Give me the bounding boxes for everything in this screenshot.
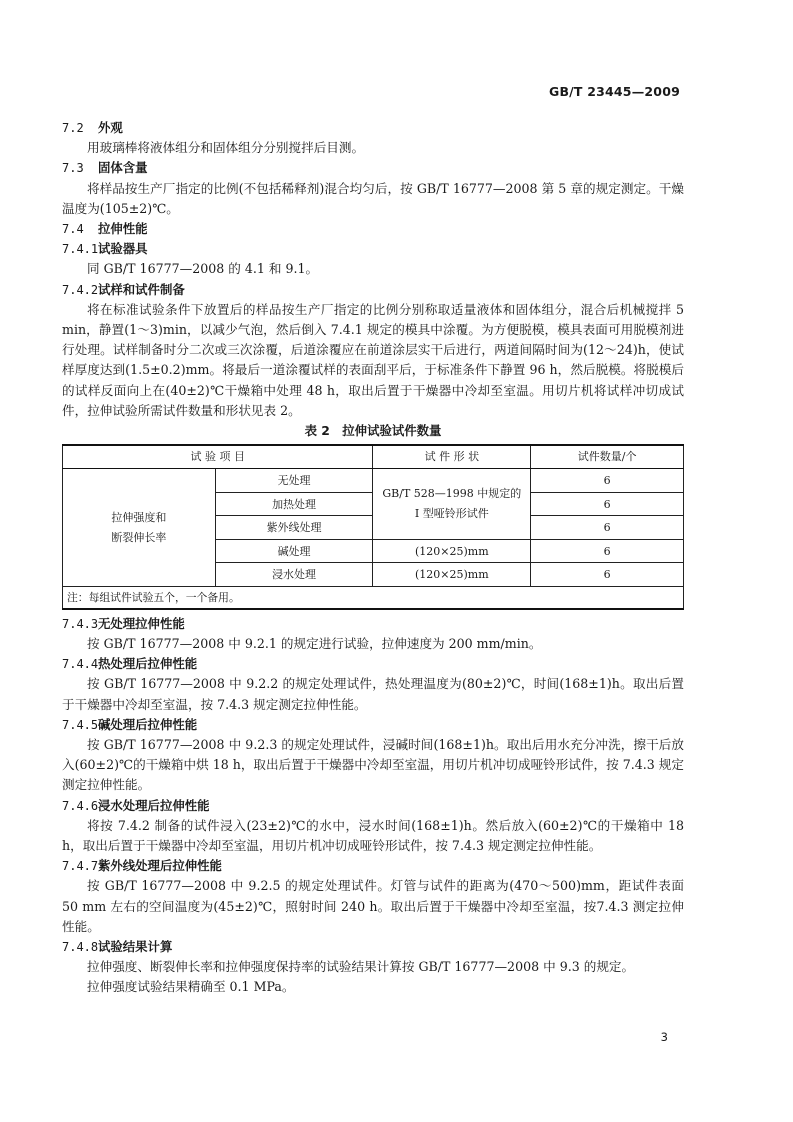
item-cell: 碱处理 — [215, 539, 373, 563]
paragraph: 按 GB/T 16777—2008 中 9.2.5 的规定处理试件。灯管与试件的距离为(470～500)mm，距试件表面 50 mm 左右的空间温度为(45±2)℃，照射时间 240 h。取出后置于干燥器中冷却至室温，按7.4.3 测定拉伸性能。 — [62, 878, 684, 934]
count-cell: 6 — [531, 539, 684, 563]
group-label: 拉伸强度和 断裂伸长率 — [111, 510, 167, 544]
section-heading: 7.4.7紫外线处理后拉伸性能 — [62, 858, 222, 874]
count-cell: 6 — [531, 563, 684, 587]
shape-merged-cell — [373, 469, 531, 540]
standard-number: GB/T 23445—2009 — [548, 84, 680, 99]
section-heading: 7.4.5碱处理后拉伸性能 — [62, 716, 198, 732]
paragraph: 同 GB/T 16777—2008 的 4.1 和 9.1。 — [87, 261, 319, 277]
group-label-cell — [63, 469, 216, 587]
sections-before-table — [62, 118, 684, 421]
section-heading: 7.3 固体含量 — [62, 160, 148, 176]
table-note-row — [63, 586, 684, 609]
count-cell: 6 — [531, 516, 684, 540]
specimen-table — [62, 444, 684, 610]
section-heading: 7.4.2试样和试件制备 — [62, 281, 185, 297]
section-heading: 7.4.8试验结果计算 — [62, 939, 173, 954]
table-note: 注：每组试件试验五个，一个备用。 — [63, 586, 684, 609]
col-header-shape: 试 件 形 状 — [373, 445, 531, 469]
shape-cell: (120×25)mm — [373, 563, 531, 587]
section-heading: 7.4.3无处理拉伸性能 — [62, 615, 185, 631]
sections-after-table — [62, 614, 684, 998]
item-cell: 紫外线处理 — [215, 516, 373, 540]
page-number: 3 — [660, 1030, 668, 1044]
paragraph: 将按 7.4.2 制备的试件浸入(23±2)℃的水中，浸水时间(168±1)h。然后放入(60±2)℃的干燥箱中 18 h，取出后置于干燥器中冷却至室温，用切片机冲切成哑铃形试件，按 7.4.3 规定测定拉伸性能。 — [62, 817, 684, 853]
section-heading: 7.4 拉伸性能 — [62, 221, 148, 237]
section-heading: 7.4.4热处理后拉伸性能 — [62, 656, 198, 672]
document-body — [62, 118, 684, 998]
paragraph: 按 GB/T 16777—2008 中 9.2.3 的规定处理试件，浸碱时间(168±1)h。取出后用水充分冲洗，擦干后放入(60±2)℃的干燥箱中烘 18 h，取出后置于干燥器中冷却至室温，用切片机冲切成哑铃形试件，按 7.4.3 规定测定拉伸性能。 — [62, 736, 684, 793]
paragraph: 拉伸强度、断裂伸长率和拉伸强度保持率的试验结果计算按 GB/T 16777—2008 中 9.3 的规定。 — [87, 959, 635, 975]
paragraph: 按 GB/T 16777—2008 中 9.2.2 的规定处理试件，热处理温度为(80±2)℃，时间(168±1)h。取出后置于干燥器中冷却至室温，按 7.4.3 规定测定拉伸性能。 — [62, 676, 684, 712]
paragraph: 用玻璃棒将液体组分和固体组分分别搅拌后目测。 — [87, 140, 365, 156]
section-heading: 7.2 外观 — [62, 120, 123, 135]
col-header-test-item: 试 验 项 目 — [63, 445, 373, 469]
count-cell: 6 — [531, 469, 684, 493]
col-header-count: 试件数量/个 — [531, 445, 684, 469]
item-cell: 浸水处理 — [215, 563, 373, 587]
table-row — [63, 469, 684, 493]
count-cell: 6 — [531, 492, 684, 516]
item-cell: 加热处理 — [215, 492, 373, 516]
section-heading: 7.4.1试验器具 — [62, 241, 148, 257]
shape-cell: (120×25)mm — [373, 539, 531, 563]
section-heading: 7.4.6浸水处理后拉伸性能 — [62, 797, 210, 813]
shape-merged-label: GB/T 528—1998 中规定的 Ⅰ 型哑铃形试件 — [382, 487, 522, 520]
table-caption: 表 2 拉伸试验试件数量 — [304, 423, 442, 439]
paragraph: 拉伸强度试验结果精确至 0.1 MPa。 — [87, 979, 295, 995]
paragraph: 将样品按生产厂指定的比例(不包括稀释剂)混合均匀后，按 GB/T 16777—2008 第 5 章的规定测定。干燥温度为(105±2)℃。 — [62, 180, 684, 216]
paragraph: 按 GB/T 16777—2008 中 9.2.1 的规定进行试验，拉伸速度为 200 mm/min。 — [87, 635, 542, 651]
paragraph: 将在标准试验条件下放置后的样品按生产厂指定的比例分别称取适量液体和固体组分，混合后机械搅拌 5 min，静置(1～3)min，以减少气泡，然后倒入 7.4.1 规定的模具中涂覆。为方便脱模，模具表面可用脱模剂进行处理。试样制备时分二次或三次涂覆，后道涂覆应在前道涂层实干后进行，两道间隔时间为(12～24)h，使试样厚度达到(1.5±0.2)mm。将最后一道涂覆试样的表面刮平后，于标准条件下静置 96 h，然后脱模。将脱模后的试样反面向上在(40±2)℃干燥箱中处理 48 h，取出后置于干燥器中冷却至室温。用切片机将试样冲切成试件，拉伸试验所需试件数量和形状见表 2。 — [62, 301, 684, 418]
item-cell: 无处理 — [215, 469, 373, 493]
